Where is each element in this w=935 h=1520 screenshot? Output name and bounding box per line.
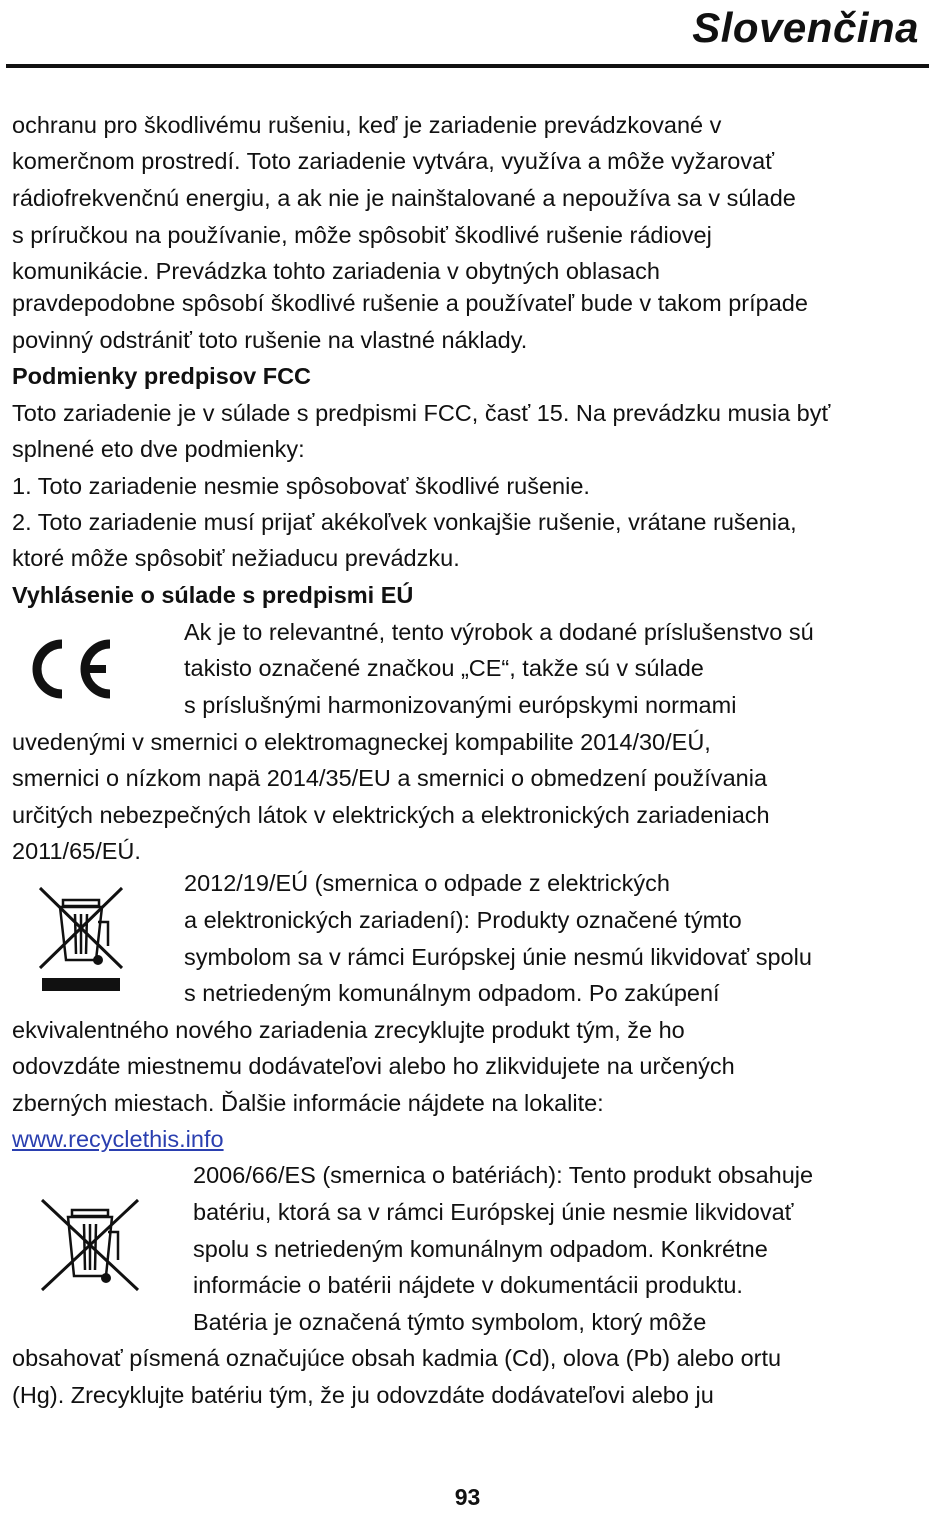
page-number: 93	[454, 1484, 481, 1510]
crossed-bin-icon	[36, 880, 126, 995]
text-line: s príslušnými harmonizovanými európskymi normami	[184, 692, 737, 718]
text-line: uvedenými v smernici o elektromagneckej kompabilite 2014/30/EÚ,	[12, 729, 711, 755]
text-line: 1. Toto zariadenie nesmie spôsobovať škodlivé rušenie.	[12, 473, 590, 499]
text-line: spolu s netriedeným komunálnym odpadom. Konkrétne	[193, 1236, 768, 1262]
text-line: splnené eto dve podmienky:	[12, 436, 305, 462]
text-line: smernici o nízkom napä 2014/35/EU a smernici o obmedzení používania	[12, 765, 768, 791]
text-line: s netriedeným komunálnym odpadom. Po zakúpení	[184, 980, 720, 1006]
ce-mark-icon	[26, 636, 118, 702]
text-line: s príručkou na používanie, môže spôsobiť škodlivé rušenie rádiovej	[12, 222, 712, 248]
text-line: ktoré môže spôsobiť nežiaducu prevádzku.	[12, 545, 460, 571]
text-line: informácie o batérii nájdete v dokumentácii produktu.	[193, 1272, 743, 1298]
text-line: odovzdáte miestnemu dodávateľovi alebo ho zlikvidujete na určených	[12, 1053, 735, 1079]
text-line: určitých nebezpečných látok v elektrických a elektronických zariadeniach	[12, 802, 770, 828]
text-line: Ak je to relevantné, tento výrobok a dodané príslušenstvo sú	[184, 619, 814, 645]
text-line: rádiofrekvenčnú energiu, a ak nie je nainštalované a nepoužíva sa v súlade	[12, 185, 796, 211]
text-line: 2011/65/EÚ.	[12, 838, 141, 864]
text-line: Toto zariadenie je v súlade s predpismi FCC, časť 15. Na prevádzku musia byť	[12, 400, 831, 426]
text-line: a elektronických zariadení): Produkty označené týmto	[184, 907, 742, 933]
recycle-link[interactable]: www.recyclethis.info	[12, 1126, 224, 1152]
text-line: (Hg). Zrecyklujte batériu tým, že ju odovzdáte dodávateľovi alebo ju	[12, 1382, 714, 1408]
text-line: pravdepodobne spôsobí škodlivé rušenie a používateľ bude v takom prípade	[12, 290, 808, 316]
text-line: komerčnom prostredí. Toto zariadenie vytvára, využíva a môže vyžarovať	[12, 148, 775, 174]
text-line: 2. Toto zariadenie musí prijať akékoľvek vonkajšie rušenie, vrátane rušenia,	[12, 509, 797, 535]
text-line: povinný odstrániť toto rušenie na vlastné náklady.	[12, 327, 528, 353]
text-line: ekvivalentného nového zariadenia zrecyklujte produkt tým, že ho	[12, 1017, 685, 1043]
text-line: zberných miestach. Ďalšie informácie nájdete na lokalite:	[12, 1090, 604, 1116]
text-line: obsahovať písmená označujúce obsah kadmia (Cd), olova (Pb) alebo ortu	[12, 1345, 782, 1371]
text-line: ochranu pro škodlivému rušeniu, keď je zariadenie prevádzkované v	[12, 112, 722, 138]
text-line: batériu, ktorá sa v rámci Európskej únie nesmie likvidovať	[193, 1199, 794, 1225]
text-line: 2006/66/ES (smernica o batériách): Tento produkt obsahuje	[193, 1162, 814, 1188]
text-line: komunikácie. Prevádzka tohto zariadenia v obytných oblasach	[12, 258, 660, 284]
crossed-bin-battery-icon	[38, 1196, 142, 1296]
header-title: Slovenčina	[692, 4, 919, 51]
text-line: takisto označené značkou „CE“, takže sú v súlade	[184, 655, 704, 681]
text-line: 2012/19/EÚ (smernica o odpade z elektrických	[184, 870, 670, 896]
text-line: Batéria je označená týmto symbolom, ktorý môže	[193, 1309, 707, 1335]
fcc-heading: Podmienky predpisov FCC	[12, 363, 312, 389]
header-divider	[6, 64, 929, 68]
text-line: symbolom sa v rámci Európskej únie nesmú likvidovať spolu	[184, 944, 812, 970]
eu-heading: Vyhlásenie o súlade s predpismi EÚ	[12, 582, 414, 608]
